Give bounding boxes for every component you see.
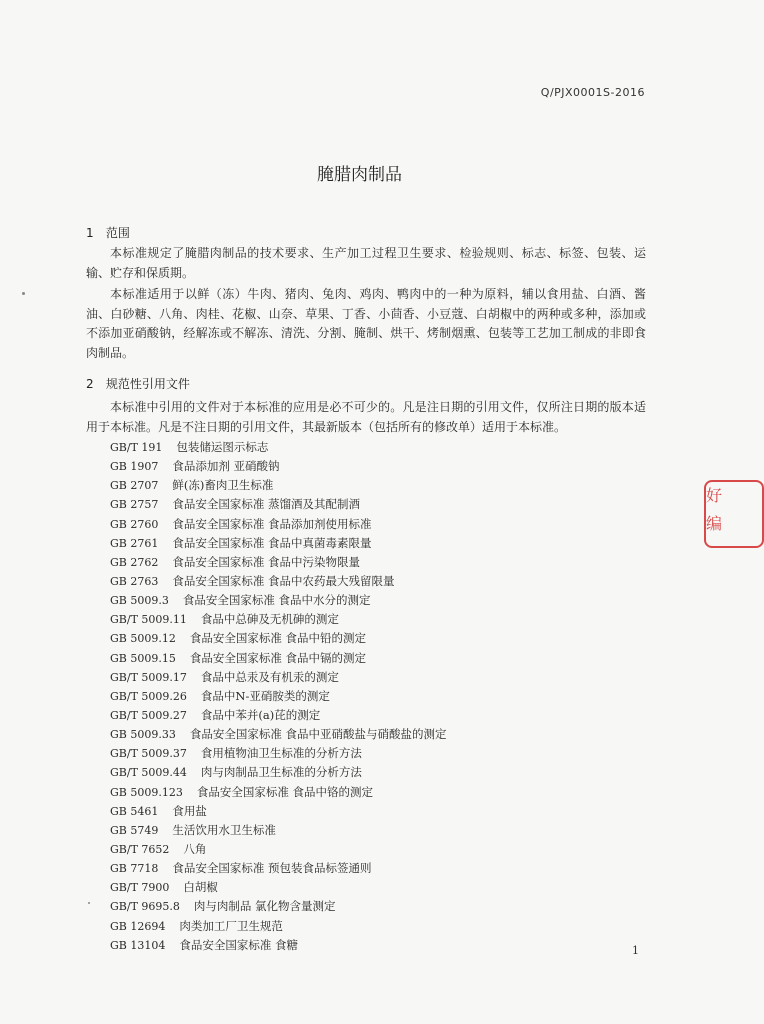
reference-name: 食品安全国家标准 食品中农药最大残留限量 bbox=[172, 573, 395, 588]
reference-item bbox=[110, 687, 630, 706]
section-2-title: 规范性引用文件 bbox=[105, 377, 190, 391]
reference-code: GB/T 7900 bbox=[110, 881, 170, 895]
section-1-heading bbox=[86, 224, 130, 241]
reference-code: GB 5009.123 bbox=[110, 785, 183, 799]
section-1-title: 范围 bbox=[105, 226, 130, 240]
reference-code: GB 2761 bbox=[110, 536, 159, 550]
reference-item bbox=[110, 668, 630, 687]
reference-code: GB 2757 bbox=[110, 498, 159, 512]
reference-name: 八角 bbox=[183, 841, 207, 856]
reference-name: 食品中苯并(a)芘的测定 bbox=[200, 707, 321, 722]
reference-code: GB 5009.12 bbox=[110, 632, 176, 646]
seal-glyph-1: 好 bbox=[706, 486, 723, 505]
reference-item bbox=[110, 802, 630, 821]
reference-code: GB/T 5009.26 bbox=[110, 689, 187, 703]
reference-code: GB/T 5009.44 bbox=[110, 766, 187, 780]
reference-code: GB 2762 bbox=[110, 555, 159, 569]
reference-code: GB/T 191 bbox=[110, 441, 163, 454]
reference-name: 食品中总汞及有机汞的测定 bbox=[200, 669, 339, 684]
reference-item bbox=[110, 457, 630, 476]
reference-name: 生活饮用水卫生标准 bbox=[172, 822, 276, 837]
red-seal-stamp bbox=[704, 480, 723, 548]
reference-code: GB/T 5009.11 bbox=[110, 613, 187, 627]
document-code: Q/PJX0001S-2016 bbox=[540, 86, 645, 99]
reference-item bbox=[110, 763, 630, 782]
reference-item bbox=[110, 591, 630, 610]
reference-code: GB 2707 bbox=[110, 479, 159, 493]
reference-name: 食品安全国家标准 预包装食品标签通则 bbox=[172, 861, 372, 876]
reference-item bbox=[110, 859, 630, 878]
scan-speck bbox=[22, 292, 25, 295]
reference-code: GB 2763 bbox=[110, 574, 159, 588]
reference-item bbox=[110, 706, 630, 725]
reference-code: GB/T 7652 bbox=[110, 842, 170, 856]
reference-code: GB 5749 bbox=[110, 823, 159, 837]
reference-name: 肉类加工厂卫生规范 bbox=[179, 918, 283, 933]
reference-name: 食用盐 bbox=[172, 803, 207, 818]
reference-item bbox=[110, 438, 630, 457]
reference-name: 食品安全国家标准 食品中真菌毒素限量 bbox=[172, 535, 372, 550]
reference-item bbox=[110, 572, 630, 591]
reference-name: 食品中总砷及无机砷的测定 bbox=[200, 612, 339, 627]
reference-item bbox=[110, 534, 630, 553]
reference-name: 食品安全国家标准 食品中水分的测定 bbox=[182, 593, 371, 608]
reference-code: GB 2760 bbox=[110, 517, 159, 531]
reference-name: 包装储运图示标志 bbox=[176, 440, 269, 454]
reference-name: 食品中N-亚硝胺类的测定 bbox=[200, 688, 330, 703]
reference-item bbox=[110, 495, 630, 514]
reference-item bbox=[110, 744, 630, 763]
reference-name: 白胡椒 bbox=[183, 880, 218, 895]
reference-item bbox=[110, 610, 630, 629]
reference-code: GB 5009.33 bbox=[110, 728, 176, 742]
reference-name: 食品安全国家标准 食糖 bbox=[179, 937, 299, 952]
reference-code: GB 5461 bbox=[110, 804, 159, 818]
reference-name: 鲜(冻)畜肉卫生标准 bbox=[172, 478, 274, 493]
reference-code: GB 12694 bbox=[110, 919, 166, 933]
scope-paragraph-1: 本标准规定了腌腊肉制品的技术要求、生产加工过程卫生要求、检验规则、标志、标签、包装、运输、贮存和保质期。 bbox=[86, 246, 646, 280]
reference-item bbox=[110, 917, 630, 936]
reference-item bbox=[110, 515, 630, 534]
reference-name: 食品安全国家标准 食品中污染物限量 bbox=[172, 554, 361, 569]
reference-name: 食品添加剂 亚硝酸钠 bbox=[172, 459, 280, 474]
section-2-heading bbox=[86, 375, 190, 392]
reference-code: GB/T 5009.17 bbox=[110, 670, 187, 684]
reference-code: GB/T 9695.8 bbox=[110, 900, 180, 914]
reference-code: GB 1907 bbox=[110, 460, 159, 474]
reference-name: 食品安全国家标准 食品中镉的测定 bbox=[189, 650, 367, 665]
reference-item bbox=[110, 878, 630, 897]
reference-item bbox=[110, 783, 630, 802]
reference-item bbox=[110, 553, 630, 572]
reference-item bbox=[110, 629, 630, 648]
page-number: 1 bbox=[632, 944, 639, 957]
section-2-number: 2 bbox=[86, 377, 94, 391]
document-title: 腌腊肉制品 bbox=[317, 165, 402, 185]
scope-paragraph-2: 本标准适用于以鲜（冻）牛肉、猪肉、兔肉、鸡肉、鸭肉中的一种为原料，辅以食用盐、白酒、酱油、白砂糖、八角、肉桂、花椒、山奈、草果、丁香、小茴香、小豆蔻、白胡椒中的两种或多种，添加或不添加亚硝酸钠，经解冻或不解冻、清洗、分割、腌制、烘干、烤制烟熏、包装等工艺加工制成的非即食肉制品。 bbox=[86, 287, 646, 360]
reference-item bbox=[110, 649, 630, 668]
scan-speck bbox=[88, 902, 90, 904]
reference-name: 肉与肉制品 氯化物含量测定 bbox=[193, 899, 336, 914]
reference-name: 食用植物油卫生标准的分析方法 bbox=[200, 746, 362, 761]
reference-item bbox=[110, 821, 630, 840]
reference-code: GB 13104 bbox=[110, 938, 166, 952]
reference-item bbox=[110, 725, 630, 744]
reference-item bbox=[110, 476, 630, 495]
reference-item bbox=[110, 897, 630, 916]
seal-glyph-2: 编 bbox=[706, 514, 723, 533]
reference-code: GB 5009.3 bbox=[110, 594, 169, 608]
references-intro: 本标准中引用的文件对于本标准的应用是必不可少的。凡是注日期的引用文件，仅所注日期的版本适用于本标准。凡是不注日期的引用文件，其最新版本（包括所有的修改单）适用于本标准。 bbox=[86, 400, 646, 434]
reference-code: GB 7718 bbox=[110, 862, 159, 876]
reference-list bbox=[110, 438, 630, 955]
reference-name: 食品安全国家标准 蒸馏酒及其配制酒 bbox=[172, 497, 361, 512]
section-1-number: 1 bbox=[86, 226, 94, 240]
reference-item bbox=[110, 936, 630, 955]
reference-item bbox=[110, 840, 630, 859]
reference-code: GB/T 5009.37 bbox=[110, 747, 187, 761]
reference-code: GB 5009.15 bbox=[110, 651, 176, 665]
reference-name: 食品安全国家标准 食品中铅的测定 bbox=[189, 631, 367, 646]
reference-name: 食品安全国家标准 食品中亚硝酸盐与硝酸盐的测定 bbox=[189, 727, 447, 742]
reference-name: 食品安全国家标准 食品中铬的测定 bbox=[196, 784, 374, 799]
reference-code: GB/T 5009.27 bbox=[110, 708, 187, 722]
reference-name: 肉与肉制品卫生标准的分析方法 bbox=[200, 765, 362, 780]
reference-name: 食品安全国家标准 食品添加剂使用标准 bbox=[172, 516, 372, 531]
